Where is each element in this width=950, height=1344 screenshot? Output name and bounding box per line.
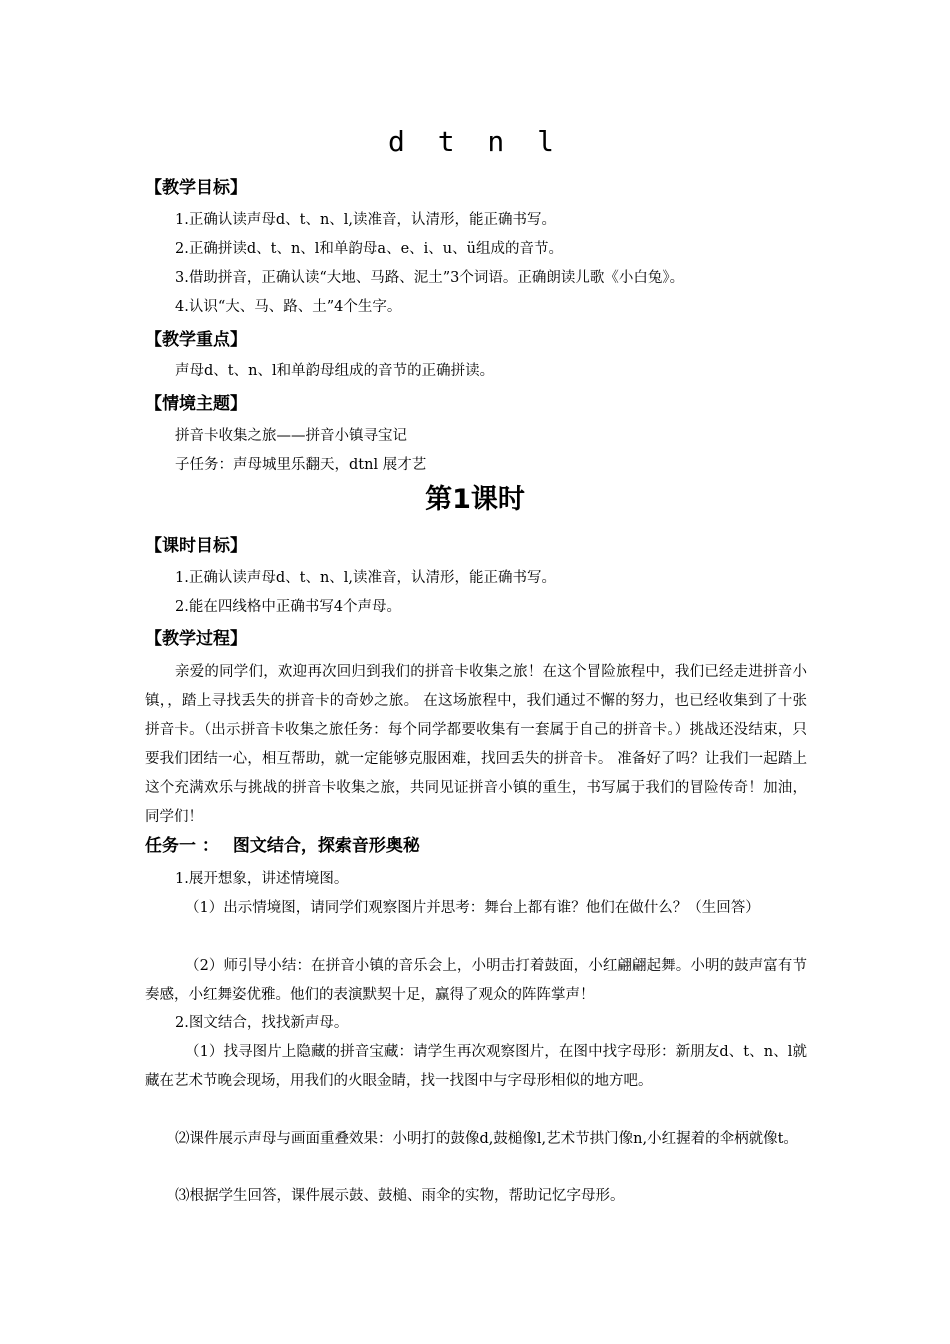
theme-heading: 【情境主题】 bbox=[145, 394, 247, 414]
objective-item: 2.正确拼读d、t、n、l和单韵母a、e、i、u、ü组成的音节。 bbox=[175, 241, 563, 257]
task-substep: （1）出示情境图，请同学们观察图片并思考：舞台上都有谁？他们在做什么？（生回答） bbox=[185, 900, 760, 916]
objective-item: 4.认识“大、马、路、土”4个生字。 bbox=[175, 299, 402, 315]
task-substep: ⑶根据学生回答，课件展示鼓、鼓槌、雨伞的实物，帮助记忆字母形。 bbox=[175, 1188, 625, 1204]
task-substep: ⑵课件展示声母与画面重叠效果：小明打的鼓像d,鼓槌像l,艺术节拱门像n,小红握着的伞柄就像t。 bbox=[175, 1131, 798, 1147]
task-step: 2.图文结合，找找新声母。 bbox=[175, 1015, 349, 1031]
document-title: d t n l bbox=[387, 125, 562, 158]
key-points-text: 声母d、t、n、l和单韵母组成的音节的正确拼读。 bbox=[175, 363, 495, 379]
lesson-title: 第1课时 bbox=[425, 484, 525, 515]
process-intro: 亲爱的同学们，欢迎再次回归到我们的拼音卡收集之旅！在这个冒险旅程中，我们已经走进拼音小镇，，踏上寻找丢失的拼音卡的奇妙之旅。 在这场旅程中，我们通过不懈的努力，也已经收集到了十张拼音卡。（出示拼音卡收集之旅任务：每个同学都要收集有一套属于自己的拼音卡。）挑战还没结束，只要我们团结一心，相互帮助，就一定能够克服困难，找回丢失的拼音卡。 准备好了吗？让我们一起踏上这个充满欢乐与挑战的拼音卡收集之旅，共同见证拼音小镇的重生，书写属于我们的冒险传奇！加油，同学们！ bbox=[145, 664, 807, 825]
task-name: 图文结合，探索音形奥秘 bbox=[232, 836, 420, 856]
task-heading bbox=[145, 834, 420, 858]
lesson-objectives-heading: 【课时目标】 bbox=[145, 536, 247, 556]
theme-subtask: 子任务：声母城里乐翻天，dtnl 展才艺 bbox=[175, 457, 427, 473]
task-substep: （2）师引导小结：在拼音小镇的音乐会上，小明击打着鼓面，小红翩翩起舞。小明的鼓声富有节奏感，小红舞姿优雅。他们的表演默契十足，赢得了观众的阵阵掌声！ bbox=[145, 958, 807, 1003]
key-points-heading: 【教学重点】 bbox=[145, 330, 247, 350]
objectives-heading: 【教学目标】 bbox=[145, 178, 247, 198]
lesson-objective-item: 1.正确认读声母d、t、n、l,读准音，认清形，能正确书写。 bbox=[175, 570, 557, 586]
process-heading: 【教学过程】 bbox=[145, 629, 247, 649]
objective-item: 1.正确认读声母d、t、n、l,读准音，认清形，能正确书写。 bbox=[175, 212, 557, 228]
theme-line: 拼音卡收集之旅——拼音小镇寻宝记 bbox=[175, 428, 407, 444]
objective-item: 3.借助拼音，正确认读“大地、马路、泥土”3个词语。正确朗读儿歌《小白兔》。 bbox=[175, 270, 685, 286]
task-step: 1.展开想象，讲述情境图。 bbox=[175, 871, 349, 887]
lesson-objective-item: 2.能在四线格中正确书写4个声母。 bbox=[175, 599, 402, 615]
task-substep: （1）找寻图片上隐藏的拼音宝藏：请学生再次观察图片，在图中找字母形：新朋友d、t、n、l就藏在艺术节晚会现场，用我们的火眼金睛，找一找图中与字母形相似的地方吧。 bbox=[145, 1044, 807, 1089]
task-label: 任务一 ： bbox=[145, 836, 219, 856]
